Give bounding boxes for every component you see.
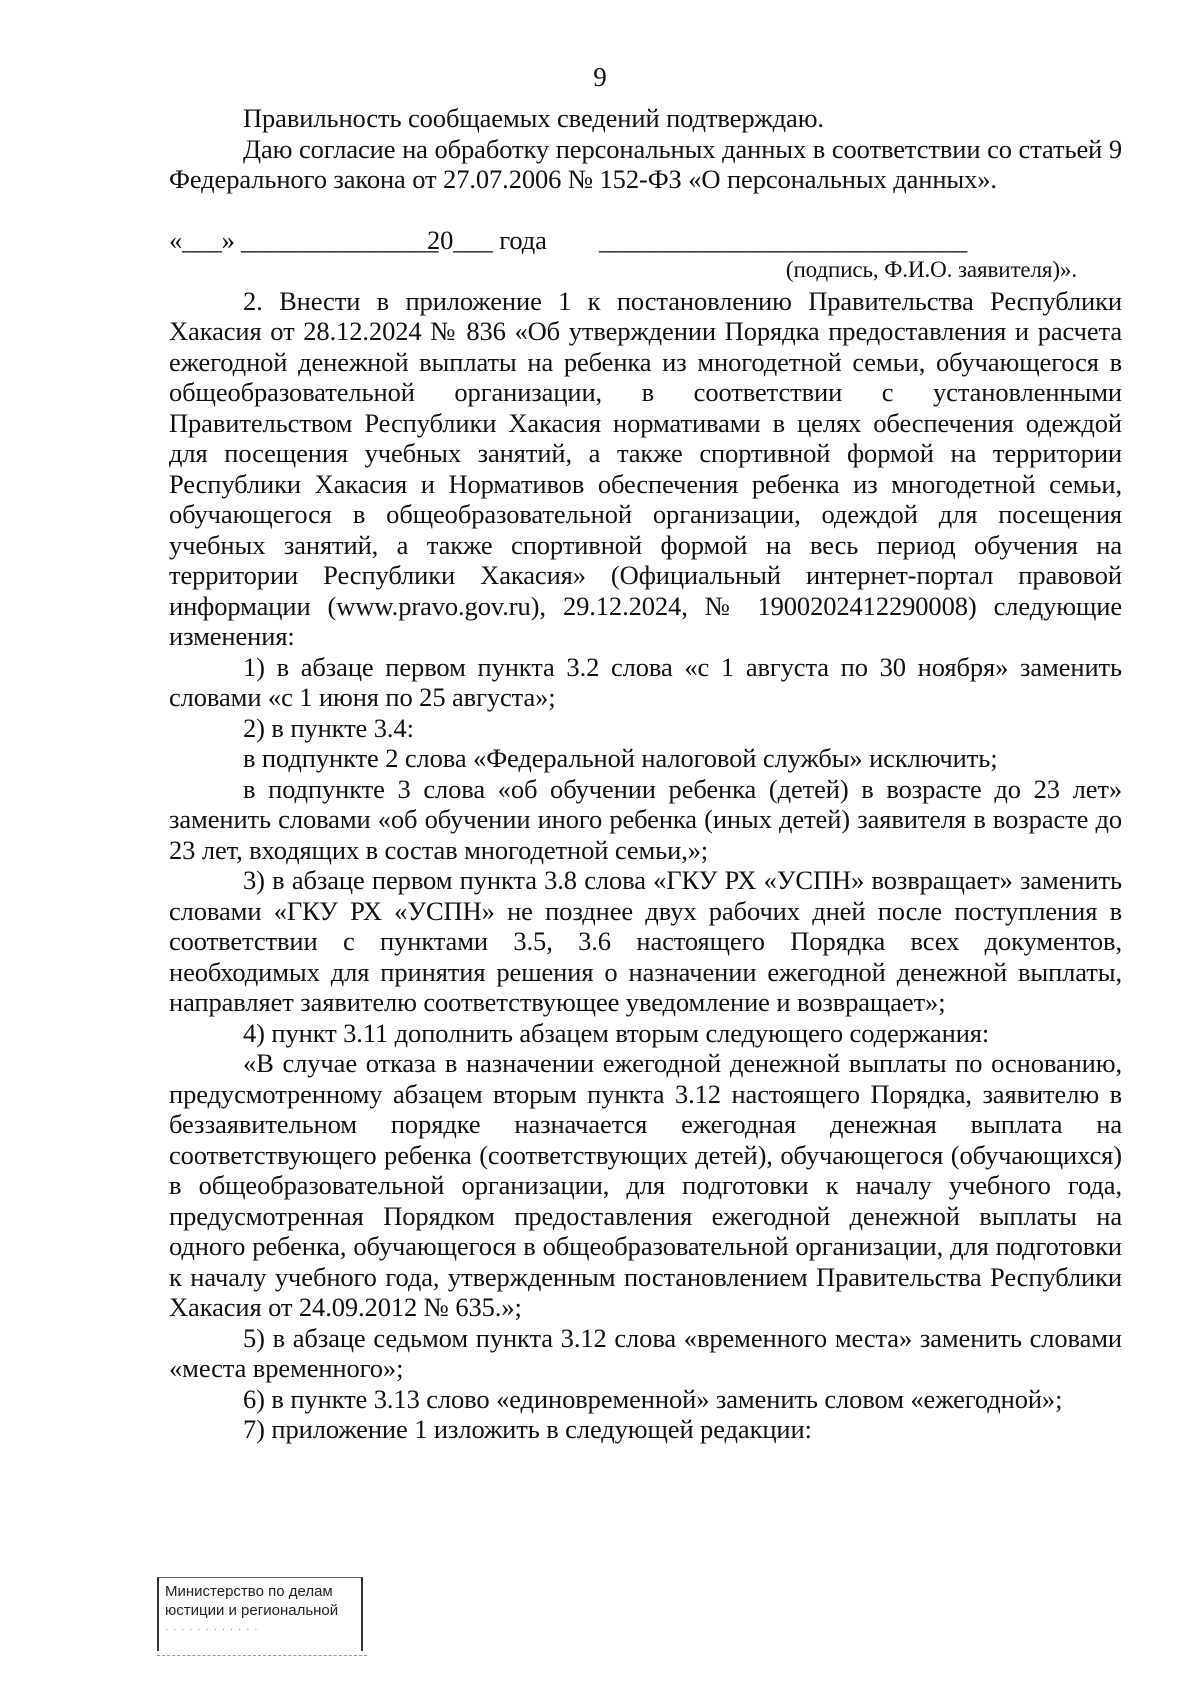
date-month-blank: _______________ (241, 224, 439, 255)
change-5: 5) в абзаце седьмом пункта 3.12 слова «временного места» заменить словами «места временного»; (169, 1322, 1122, 1383)
change-2: 2) в пункте 3.4: (243, 712, 414, 743)
document-body (169, 103, 1122, 1445)
stamp-line-1: Министерство по делам (165, 1583, 333, 1600)
change-3: 3) в абзаце первом пункта 3.8 слова «ГКУ РХ «УСПН» возвращает» заменить словами «ГКУ РХ «УСПН» не позднее двух рабочих дней после поступления в соответствии с пунктами 3.5, 3.6 настоящего Порядка всех документов, необходимых для принятия решения о назначении ежегодной денежной выплаты, направляет заявителю соответствующее уведомление и возвращает»; (169, 865, 1122, 1017)
change-4: 4) пункт 3.11 дополнить абзацем вторым следующего содержания: (243, 1017, 990, 1048)
stamp-illegible-line: · · · · · · · · · · · · (165, 1624, 259, 1635)
date-day-blank: «___» (169, 224, 235, 255)
signature-blank: ____________________________ (599, 224, 968, 255)
date-year: 20___ года (427, 224, 547, 255)
page-number: 9 (593, 62, 607, 92)
confirm-paragraph: Правильность сообщаемых сведений подтверждаю. (243, 103, 824, 133)
change-4-quote: «В случае отказа в назначении ежегодной денежной выплаты по основанию, предусмотренному абзацем вторым пункта 3.12 настоящего Порядка, заявителю в беззаявительном порядке назначается ежегодная денежная выплата на соответствующего ребенка (соответствующих детей), обучающегося (обучающихся) в общеобразовательной организации, для подготовки к началу учебного года, предусмотренная Порядком предоставления ежегодной денежной выплаты на одного ребенка, обучающегося в общеобразовательной организации, для подготовки к началу учебного года, утвержденным постановлением Правительства Республики Хакасия от 24.09.2012 № 635.»; (169, 1048, 1122, 1322)
date-signature-line (169, 225, 1122, 256)
stamp-bottom-rule (157, 1655, 367, 1656)
signature-caption: (подпись, Ф.И.О. заявителя)». (785, 257, 1077, 282)
paragraph-item-2: 2. Внести в приложение 1 к постановлению Правительства Республики Хакасия от 28.12.2024 № 836 «Об утверждении Порядка предоставления и расчета ежегодной денежной выплаты на ребенка из многодетной семьи, обучающегося в общеобразовательной организации, в соответствии с установленными Правительством Республики Хакасия нормативами в целях обеспечения одеждой для посещения учебных занятий, а также спортивной формой на территории Республики Хакасия и Нормативов обеспечения ребенка из многодетной семьи, обучающегося в общеобразовательной организации, одеждой для посещения учебных занятий, а также спортивной формой на весь период обучения на территории Республики Хакасия» (Официальный интернет-портал правовой информации (www.pravo.gov.ru), 29.12.2024, № 1900202412290008) следующие изменения: (169, 285, 1122, 651)
change-6: 6) в пункте 3.13 слово «единовременной» заменить словом «ежегодной»; (243, 1383, 1063, 1414)
change-2-sub-2: в подпункте 2 слова «Федеральной налоговой службы» исключить; (243, 743, 998, 773)
change-1: 1) в абзаце первом пункта 3.2 слова «с 1 августа по 30 ноября» заменить словами «с 1 июня по 25 августа»; (169, 651, 1122, 712)
stamp-line-2: юстиции и региональной (165, 1602, 339, 1619)
ministry-stamp (157, 1577, 363, 1651)
change-7: 7) приложение 1 изложить в следующей редакции: (243, 1414, 812, 1444)
consent-paragraph: Даю согласие на обработку персональных данных в соответствии со статьей 9 Федерального закона от 27.07.2006 № 152-ФЗ «О персональных данных». (169, 133, 1122, 194)
change-2-sub-3: в подпункте 3 слова «об обучении ребенка (детей) в возрасте до 23 лет» заменить словами «об обучении иного ребенка (иных детей) заявителя в возрасте до 23 лет, входящих в состав многодетной семьи,»; (169, 773, 1122, 865)
